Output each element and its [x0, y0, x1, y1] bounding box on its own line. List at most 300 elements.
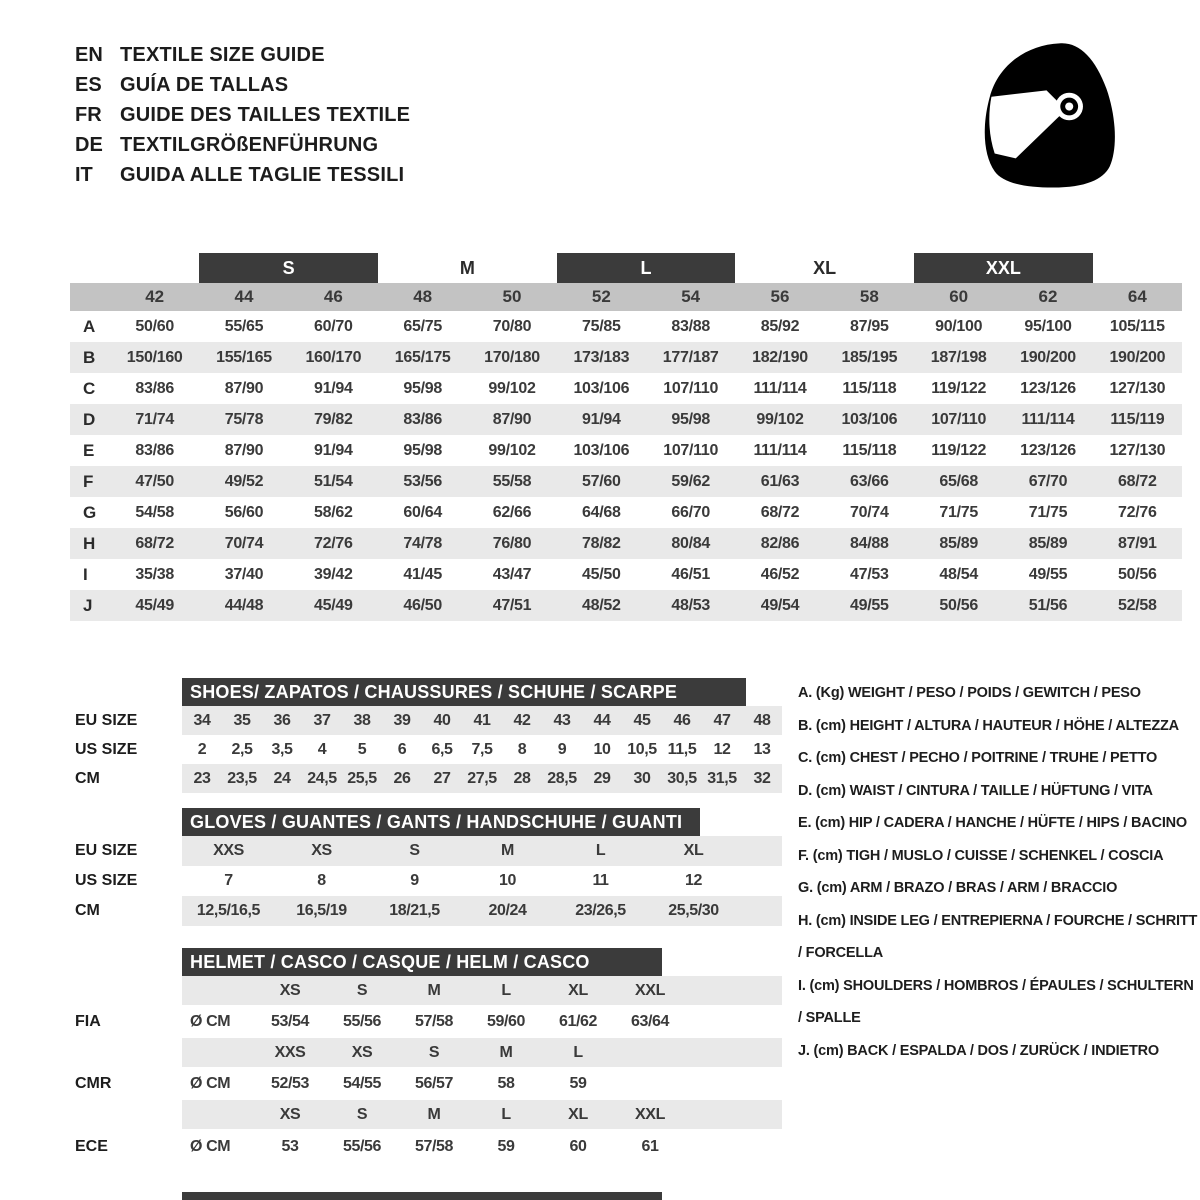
size-value: 49/54	[760, 596, 800, 614]
size-value: 72/76	[314, 534, 353, 552]
apparel-row-C	[70, 373, 1182, 404]
size-value: 95/100	[1024, 317, 1072, 335]
size-value: 87/90	[224, 379, 264, 397]
size-value: 99/102	[488, 441, 536, 459]
row-grid	[182, 1100, 782, 1129]
cell-value: 2,5	[231, 740, 253, 758]
row-grid	[182, 1129, 782, 1164]
size-value: 115/118	[842, 441, 897, 459]
cell-value: 23,5	[227, 769, 257, 787]
size-value: 60/64	[403, 503, 442, 521]
numeric-size: 52	[591, 287, 611, 306]
cell-value: 48	[753, 711, 771, 729]
size-value: 95/98	[403, 441, 442, 459]
table-row	[70, 1005, 782, 1038]
cell-value: XXL	[635, 981, 665, 999]
row-area	[182, 1129, 782, 1164]
size-value: 170/180	[484, 348, 540, 366]
row-area	[182, 1005, 782, 1038]
size-value: 83/88	[671, 317, 710, 335]
legend-item: F. (cm) TIGH / MUSLO / CUISSE / SCHENKEL / COSCIA	[798, 847, 1164, 864]
row-area	[182, 735, 782, 764]
row-label: A	[83, 316, 96, 336]
size-value: 63/66	[850, 472, 889, 490]
size-value: 90/100	[935, 317, 983, 335]
size-value: 51/56	[1028, 596, 1068, 614]
side-label: FIA	[75, 1012, 101, 1030]
size-value: 95/98	[403, 379, 442, 397]
lang-row	[75, 70, 410, 100]
size-value: 45/49	[314, 596, 353, 614]
row-label: H	[83, 533, 96, 553]
row-label: G	[83, 502, 97, 522]
size-value: 91/94	[582, 410, 621, 428]
gloves-table	[70, 836, 782, 926]
size-value: 83/86	[403, 410, 442, 428]
cell-value: 58	[497, 1074, 515, 1092]
cell-value: XL	[568, 981, 588, 999]
size-value: 173/183	[573, 348, 630, 366]
cell-value: 32	[753, 769, 771, 787]
size-value: 111/114	[753, 441, 807, 459]
size-value: 45/49	[135, 596, 174, 614]
row-grid	[182, 836, 782, 866]
lang-title: GUÍA DE TALLAS	[120, 73, 289, 96]
lang-code: EN	[75, 43, 103, 66]
legend-item: E. (cm) HIP / CADERA / HANCHE / HÜFTE / HIPS / BACINO	[798, 815, 1187, 831]
racing-helmet-icon	[972, 28, 1134, 198]
size-value: 46/50	[403, 596, 442, 614]
cell-value: 10	[593, 740, 611, 758]
lang-row	[75, 160, 410, 190]
side-label: CM	[75, 902, 100, 919]
size-value: 45/50	[582, 565, 621, 583]
apparel-row-A	[70, 311, 1182, 342]
size-value: 103/106	[573, 379, 630, 397]
size-value: 87/91	[1118, 534, 1157, 552]
language-block	[75, 40, 410, 190]
cell-value: 23/26,5	[575, 902, 626, 919]
numeric-size: 58	[859, 287, 879, 306]
cell-value: XS	[311, 842, 332, 859]
size-value: 61/63	[760, 472, 800, 490]
side-label	[70, 1038, 182, 1067]
size-group-row	[70, 253, 1182, 283]
cell-value: L	[501, 1105, 511, 1123]
size-value: 160/170	[305, 348, 362, 366]
size-value: 99/102	[756, 410, 804, 428]
size-value: 91/94	[314, 441, 353, 459]
cell-value: 36	[273, 711, 291, 729]
row-area	[182, 866, 782, 896]
gloves-section-header: GLOVES / GUANTES / GANTS / HANDSCHUHE / GUANTI	[182, 808, 700, 836]
size-value: 85/92	[760, 317, 800, 335]
apparel-row-G	[70, 497, 1182, 528]
size-value: 99/102	[488, 379, 536, 397]
legend-item: D. (cm) WAIST / CINTURA / TAILLE / HÜFTUNG / VITA	[798, 782, 1153, 799]
size-value: 177/187	[662, 348, 719, 366]
cell-value: 54/55	[342, 1074, 382, 1092]
cell-value: 61	[641, 1137, 659, 1155]
size-value: 70/74	[850, 503, 889, 521]
table-row	[70, 976, 782, 1005]
size-value: 50/56	[939, 596, 978, 614]
cell-value: 44	[593, 711, 611, 729]
cell-value: 53	[281, 1137, 299, 1155]
cell-value: S	[356, 981, 368, 999]
row-area	[182, 1038, 782, 1067]
apparel-row-F	[70, 466, 1182, 497]
row-area	[182, 976, 782, 1005]
shoes-table	[70, 706, 782, 793]
table-row	[70, 1067, 782, 1100]
size-value: 115/118	[842, 379, 897, 397]
size-value: 185/195	[841, 348, 898, 366]
size-value: 165/175	[394, 348, 451, 366]
size-value: 52/58	[1118, 596, 1157, 614]
numeric-size: 56	[770, 287, 790, 306]
cell-value: 60	[569, 1137, 587, 1155]
size-value: 47/53	[850, 565, 889, 583]
row-area	[182, 764, 782, 793]
legend-item: G. (cm) ARM / BRAZO / BRAS / ARM / BRACCIO	[798, 880, 1118, 896]
numeric-size: 44	[234, 287, 254, 306]
diameter-unit: Ø CM	[190, 1012, 231, 1030]
size-value: 123/126	[1020, 379, 1076, 397]
size-value: 76/80	[492, 534, 532, 552]
lang-title: GUIDA ALLE TAGLIE TESSILI	[120, 163, 405, 186]
cell-value: 24	[273, 769, 291, 787]
size-value: 35/38	[135, 565, 174, 583]
helmet-table	[70, 976, 782, 1164]
legend-item: I. (cm) SHOULDERS / HOMBROS / ÉPAULES / SCHULTERN / SPALLE	[798, 977, 1194, 1026]
cell-value: M	[499, 1043, 513, 1061]
size-value: 58/62	[314, 503, 353, 521]
cell-value: 52/53	[270, 1074, 310, 1092]
cell-value: 57/58	[414, 1137, 454, 1155]
cell-value: 40	[433, 711, 451, 729]
size-value: 80/84	[671, 534, 710, 552]
row-grid	[182, 896, 782, 926]
apparel-row-I	[70, 559, 1182, 590]
apparel-row-B	[70, 342, 1182, 373]
diameter-unit: Ø CM	[190, 1137, 231, 1155]
shoes-section-header: SHOES/ ZAPATOS / CHAUSSURES / SCHUHE / SCARPE	[182, 678, 746, 706]
size-value: 49/55	[1028, 565, 1068, 583]
legend-item: C. (cm) CHEST / PECHO / POITRINE / TRUHE / PETTO	[798, 750, 1158, 766]
size-value: 65/68	[939, 472, 978, 490]
size-group-m: M	[459, 257, 475, 278]
size-value: 46/51	[671, 565, 710, 583]
size-value: 71/75	[1028, 503, 1068, 521]
row-area	[182, 896, 782, 926]
side-label: US SIZE	[75, 740, 138, 758]
size-value: 56/60	[224, 503, 264, 521]
side-label: ECE	[75, 1137, 108, 1155]
size-value: 187/198	[930, 348, 987, 366]
cell-value: 53/54	[270, 1012, 310, 1030]
size-value: 103/106	[573, 441, 630, 459]
size-value: 49/55	[850, 596, 889, 614]
cell-value: 5	[357, 740, 367, 758]
size-value: 44/48	[224, 596, 264, 614]
cell-value: 2	[197, 740, 207, 758]
size-value: 75/85	[582, 317, 621, 335]
row-label: E	[83, 440, 95, 460]
row-area	[182, 1100, 782, 1129]
size-value: 49/52	[224, 472, 264, 490]
apparel-row-E	[70, 435, 1182, 466]
size-value: 41/45	[403, 565, 442, 583]
size-value: 111/114	[1021, 410, 1075, 428]
cell-value: 61/62	[558, 1012, 598, 1030]
cell-value: 31,5	[707, 769, 737, 787]
size-value: 190/200	[1109, 348, 1166, 366]
size-value: 60/70	[314, 317, 353, 335]
numeric-size: 46	[323, 287, 343, 306]
cell-value: L	[573, 1043, 583, 1061]
measurement-legend	[798, 677, 1198, 1067]
size-value: 51/54	[314, 472, 353, 490]
cell-value: 35	[233, 711, 251, 729]
helmet-section-header: HELMET / CASCO / CASQUE / HELM / CASCO	[182, 948, 662, 976]
cell-value: 10	[499, 872, 516, 889]
cell-value: 59/60	[486, 1012, 526, 1030]
table-row	[70, 1100, 782, 1129]
apparel-rows	[70, 311, 1182, 621]
size-group-xxl: XXL	[914, 253, 1093, 283]
size-value: 107/110	[663, 379, 719, 397]
lang-title: GUIDE DES TAILLES TEXTILE	[120, 103, 411, 126]
row-area	[182, 706, 782, 735]
size-value: 70/80	[492, 317, 532, 335]
cell-value: 34	[193, 711, 211, 729]
cell-value: 23	[193, 769, 211, 787]
cell-value: 3,5	[271, 740, 293, 758]
numeric-size: 54	[681, 287, 701, 306]
lang-code: IT	[75, 163, 93, 186]
size-value: 115/119	[1110, 410, 1165, 428]
size-value: 66/70	[671, 503, 710, 521]
size-value: 47/50	[135, 472, 174, 490]
size-value: 155/165	[216, 348, 272, 366]
cell-value: 8	[317, 872, 326, 889]
cell-value: S	[409, 842, 420, 859]
cell-value: M	[501, 842, 514, 859]
size-value: 70/74	[224, 534, 264, 552]
size-value: 107/110	[931, 410, 987, 428]
size-value: 48/52	[582, 596, 621, 614]
size-value: 119/122	[931, 441, 987, 459]
legend-item: B. (cm) HEIGHT / ALTURA / HAUTEUR / HÖHE / ALTEZZA	[798, 717, 1179, 734]
cell-value: 13	[753, 740, 771, 758]
apparel-size-table	[70, 253, 1182, 621]
cell-value: 7	[224, 872, 233, 889]
cell-value: 11,5	[667, 740, 697, 758]
size-value: 111/114	[753, 379, 807, 397]
row-grid	[182, 706, 782, 735]
row-label: C	[83, 378, 96, 398]
cell-value: S	[428, 1043, 440, 1061]
table-row	[70, 706, 782, 735]
row-grid	[182, 1067, 782, 1100]
cell-value: 27	[433, 769, 451, 787]
table-row	[70, 735, 782, 764]
table-row	[70, 1038, 782, 1067]
cell-value: 39	[393, 711, 411, 729]
size-value: 47/51	[492, 596, 532, 614]
cell-value: XXS	[213, 842, 244, 859]
cell-value: 29	[593, 769, 611, 787]
cell-value: XL	[683, 842, 704, 859]
cell-value: 30,5	[667, 769, 697, 787]
size-value: 87/90	[224, 441, 264, 459]
diameter-unit	[182, 1038, 254, 1067]
row-grid	[182, 976, 782, 1005]
size-value: 55/65	[224, 317, 264, 335]
numeric-size: 50	[502, 287, 522, 306]
cropped-next-section-bar	[182, 1192, 662, 1200]
cell-value: M	[427, 1105, 441, 1123]
cell-value: 59	[569, 1074, 587, 1092]
lang-row	[75, 130, 410, 160]
size-value: 50/60	[135, 317, 174, 335]
apparel-row-J	[70, 590, 1182, 621]
cell-value: 9	[557, 740, 567, 758]
table-row	[70, 764, 782, 793]
size-value: 95/98	[671, 410, 710, 428]
numeric-size-band	[70, 283, 1182, 311]
row-label: J	[83, 595, 93, 615]
size-value: 68/72	[760, 503, 800, 521]
diameter-unit: Ø CM	[190, 1074, 231, 1092]
size-value: 43/47	[492, 565, 532, 583]
size-value: 65/75	[403, 317, 442, 335]
size-group-xl: XL	[813, 257, 837, 278]
lang-code: DE	[75, 133, 103, 156]
size-value: 71/75	[939, 503, 978, 521]
apparel-row-D	[70, 404, 1182, 435]
size-group-l: L	[557, 253, 736, 283]
cell-value: 45	[633, 711, 651, 729]
cell-value: 43	[553, 711, 571, 729]
size-value: 91/94	[314, 379, 353, 397]
table-row	[70, 896, 782, 926]
lang-row	[75, 100, 410, 130]
numeric-size: 42	[145, 287, 165, 306]
size-value: 75/78	[224, 410, 264, 428]
cell-value: 27,5	[467, 769, 497, 787]
size-value: 48/54	[939, 565, 978, 583]
cell-value: L	[595, 842, 606, 859]
cell-value: 16,5/19	[296, 902, 347, 919]
size-value: 50/56	[1118, 565, 1157, 583]
size-value: 83/86	[135, 379, 174, 397]
numeric-size: 48	[413, 287, 433, 306]
size-value: 85/89	[1028, 534, 1068, 552]
cell-value: XS	[279, 981, 301, 999]
row-area	[182, 836, 782, 866]
cell-value: 26	[393, 769, 411, 787]
cell-value: 46	[673, 711, 691, 729]
cell-value: 55/56	[342, 1012, 382, 1030]
cell-value: XXS	[274, 1043, 306, 1061]
apparel-row-H	[70, 528, 1182, 559]
legend-item: J. (cm) BACK / ESPALDA / DOS / ZURÜCK / INDIETRO	[798, 1042, 1159, 1059]
size-value: 72/76	[1118, 503, 1157, 521]
size-value: 54/58	[135, 503, 174, 521]
cell-value: 57/58	[414, 1012, 454, 1030]
size-value: 68/72	[135, 534, 174, 552]
cell-value: XL	[568, 1105, 588, 1123]
size-value: 39/42	[314, 565, 353, 583]
cell-value: 28,5	[547, 769, 577, 787]
size-value: 64/68	[582, 503, 621, 521]
cell-value: XS	[279, 1105, 301, 1123]
side-label	[70, 1100, 182, 1129]
size-value: 119/122	[931, 379, 987, 397]
cell-value: 25,5	[347, 769, 377, 787]
diameter-unit	[182, 976, 254, 1005]
row-area	[182, 1067, 782, 1100]
size-value: 48/53	[671, 596, 710, 614]
cell-value: XXL	[635, 1105, 665, 1123]
size-value: 74/78	[403, 534, 442, 552]
cell-value: L	[501, 981, 511, 999]
row-grid	[182, 735, 782, 764]
table-row	[70, 1129, 782, 1164]
cell-value: XS	[351, 1043, 373, 1061]
cell-value: 42	[513, 711, 531, 729]
size-value: 182/190	[752, 348, 808, 366]
lang-title: TEXTILGRÖßENFÜHRUNG	[120, 133, 379, 156]
size-value: 53/56	[403, 472, 442, 490]
table-row	[70, 836, 782, 866]
side-label: CMR	[75, 1074, 112, 1092]
row-grid	[182, 1005, 782, 1038]
side-label	[70, 976, 182, 1005]
cell-value: 30	[633, 769, 651, 787]
lang-code: FR	[75, 103, 102, 126]
cell-value: 7,5	[471, 740, 493, 758]
size-value: 79/82	[314, 410, 353, 428]
cell-value: 6,5	[431, 740, 453, 758]
cell-value: 55/56	[342, 1137, 382, 1155]
cell-value: 12,5/16,5	[196, 902, 261, 919]
row-label: B	[83, 347, 96, 367]
cell-value: 6	[397, 740, 407, 758]
diameter-unit	[182, 1100, 254, 1129]
cell-value: 4	[317, 740, 327, 758]
table-row	[70, 866, 782, 896]
cell-value: 63/64	[630, 1012, 670, 1030]
cell-value: 11	[592, 872, 609, 889]
cell-value: M	[427, 981, 441, 999]
cell-value: 47	[713, 711, 731, 729]
size-value: 123/126	[1020, 441, 1076, 459]
size-value: 105/115	[1109, 317, 1165, 335]
row-grid	[182, 1038, 782, 1067]
size-value: 57/60	[582, 472, 621, 490]
size-value: 107/110	[663, 441, 719, 459]
cell-value: 20/24	[488, 902, 527, 919]
size-value: 67/70	[1028, 472, 1068, 490]
size-value: 87/90	[492, 410, 532, 428]
row-label: I	[83, 564, 88, 584]
cell-value: 37	[313, 711, 331, 729]
cell-value: 59	[497, 1137, 515, 1155]
numeric-size: 64	[1127, 287, 1147, 306]
